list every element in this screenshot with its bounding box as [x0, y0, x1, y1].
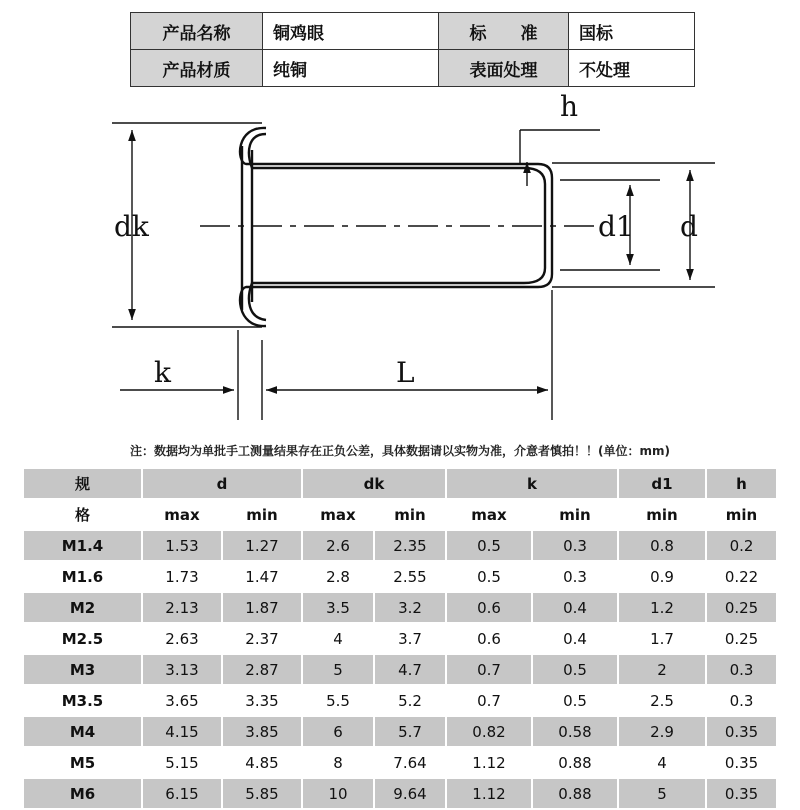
value-cell: 1.53 [142, 530, 222, 561]
value-cell: 0.7 [446, 654, 532, 685]
material-value: 纯铜 [263, 50, 439, 87]
value-cell: 0.82 [446, 716, 532, 747]
value-cell: 2.5 [618, 685, 706, 716]
value-cell: 3.65 [142, 685, 222, 716]
value-cell: 2.55 [374, 561, 446, 592]
subheader-cell: min [618, 499, 706, 530]
value-cell: 0.5 [532, 685, 618, 716]
value-cell: 0.88 [532, 747, 618, 778]
value-cell: 2.9 [618, 716, 706, 747]
value-cell: 0.5 [446, 530, 532, 561]
value-cell: 2.37 [222, 623, 302, 654]
value-cell: 1.12 [446, 778, 532, 809]
value-cell: 1.47 [222, 561, 302, 592]
table-row [24, 592, 776, 623]
dim-label-d1: d1 [598, 210, 634, 243]
value-cell: 4.85 [222, 747, 302, 778]
table-row [24, 778, 776, 809]
value-cell: 9.64 [374, 778, 446, 809]
subheader-cell: min [374, 499, 446, 530]
dim-label-k: k [154, 356, 171, 389]
spec-table [24, 469, 776, 810]
subheader-cell: min [532, 499, 618, 530]
value-cell: 0.25 [706, 623, 776, 654]
value-cell: 10 [302, 778, 374, 809]
info-row [131, 50, 695, 87]
size-cell: M5 [24, 747, 142, 778]
size-cell: M2 [24, 592, 142, 623]
value-cell: 1.73 [142, 561, 222, 592]
value-cell: 1.87 [222, 592, 302, 623]
value-cell: 0.58 [532, 716, 618, 747]
value-cell: 3.35 [222, 685, 302, 716]
spec-header-row [24, 469, 776, 499]
header-h: h [706, 469, 776, 499]
eyelet-technical-drawing [0, 90, 800, 430]
value-cell: 1.2 [618, 592, 706, 623]
value-cell: 1.7 [618, 623, 706, 654]
value-cell: 0.3 [532, 561, 618, 592]
subheader-cell: max [302, 499, 374, 530]
eyelet-outline [240, 128, 552, 326]
surface-treatment-value: 不处理 [569, 50, 695, 87]
product-info-table [130, 12, 695, 87]
value-cell: 5 [302, 654, 374, 685]
table-row [24, 623, 776, 654]
value-cell: 0.7 [446, 685, 532, 716]
value-cell: 8 [302, 747, 374, 778]
table-row [24, 654, 776, 685]
value-cell: 5.5 [302, 685, 374, 716]
value-cell: 2.87 [222, 654, 302, 685]
header-size: 规 [24, 469, 142, 499]
value-cell: 3.13 [142, 654, 222, 685]
value-cell: 7.64 [374, 747, 446, 778]
value-cell: 0.8 [618, 530, 706, 561]
subheader-cell: max [142, 499, 222, 530]
value-cell: 0.3 [706, 685, 776, 716]
spec-subheader-row [24, 499, 776, 530]
dim-label-dk: dk [114, 210, 149, 243]
value-cell: 0.4 [532, 623, 618, 654]
dim-label-d: d [680, 210, 698, 243]
value-cell: 0.4 [532, 592, 618, 623]
product-name-value: 铜鸡眼 [263, 13, 439, 50]
value-cell: 5.7 [374, 716, 446, 747]
value-cell: 6.15 [142, 778, 222, 809]
size-cell: M2.5 [24, 623, 142, 654]
value-cell: 0.2 [706, 530, 776, 561]
value-cell: 2.6 [302, 530, 374, 561]
product-name-label: 产品名称 [131, 13, 263, 50]
value-cell: 2.13 [142, 592, 222, 623]
value-cell: 0.5 [446, 561, 532, 592]
value-cell: 0.9 [618, 561, 706, 592]
value-cell: 3.85 [222, 716, 302, 747]
subheader-cell: max [446, 499, 532, 530]
material-label: 产品材质 [131, 50, 263, 87]
header-dk: dk [302, 469, 446, 499]
value-cell: 4.7 [374, 654, 446, 685]
value-cell: 1.27 [222, 530, 302, 561]
value-cell: 0.25 [706, 592, 776, 623]
header-d1: d1 [618, 469, 706, 499]
header-d: d [142, 469, 302, 499]
value-cell: 0.35 [706, 747, 776, 778]
table-row [24, 716, 776, 747]
value-cell: 2.8 [302, 561, 374, 592]
surface-treatment-label: 表面处理 [439, 50, 569, 87]
value-cell: 2 [618, 654, 706, 685]
value-cell: 0.35 [706, 716, 776, 747]
value-cell: 0.35 [706, 778, 776, 809]
subheader-cell: min [222, 499, 302, 530]
value-cell: 0.5 [532, 654, 618, 685]
table-row [24, 561, 776, 592]
value-cell: 2.35 [374, 530, 446, 561]
value-cell: 0.3 [532, 530, 618, 561]
dim-label-h: h [560, 90, 579, 123]
measurement-note: 注：数据均为单批手工测量结果存在正负公差，具体数据请以实物为准，介意者慎拍！！(单位：mm) [130, 444, 670, 458]
value-cell: 0.22 [706, 561, 776, 592]
value-cell: 5.15 [142, 747, 222, 778]
value-cell: 2.63 [142, 623, 222, 654]
value-cell: 5.85 [222, 778, 302, 809]
value-cell: 1.12 [446, 747, 532, 778]
size-cell: M1.6 [24, 561, 142, 592]
size-cell: M3.5 [24, 685, 142, 716]
value-cell: 5 [618, 778, 706, 809]
size-cell: M4 [24, 716, 142, 747]
value-cell: 0.3 [706, 654, 776, 685]
table-row [24, 530, 776, 561]
standard-value: 国标 [569, 13, 695, 50]
value-cell: 0.88 [532, 778, 618, 809]
info-row [131, 13, 695, 50]
size-cell: M1.4 [24, 530, 142, 561]
standard-label: 标 准 [439, 13, 569, 50]
subheader-cell: 格 [24, 499, 142, 530]
size-cell: M6 [24, 778, 142, 809]
subheader-cell: min [706, 499, 776, 530]
value-cell: 6 [302, 716, 374, 747]
value-cell: 0.6 [446, 623, 532, 654]
size-cell: M3 [24, 654, 142, 685]
value-cell: 3.2 [374, 592, 446, 623]
value-cell: 0.6 [446, 592, 532, 623]
value-cell: 3.7 [374, 623, 446, 654]
dim-label-L: L [396, 356, 415, 389]
value-cell: 4 [302, 623, 374, 654]
table-row [24, 747, 776, 778]
value-cell: 4 [618, 747, 706, 778]
value-cell: 5.2 [374, 685, 446, 716]
table-row [24, 685, 776, 716]
value-cell: 3.5 [302, 592, 374, 623]
value-cell: 4.15 [142, 716, 222, 747]
header-k: k [446, 469, 618, 499]
